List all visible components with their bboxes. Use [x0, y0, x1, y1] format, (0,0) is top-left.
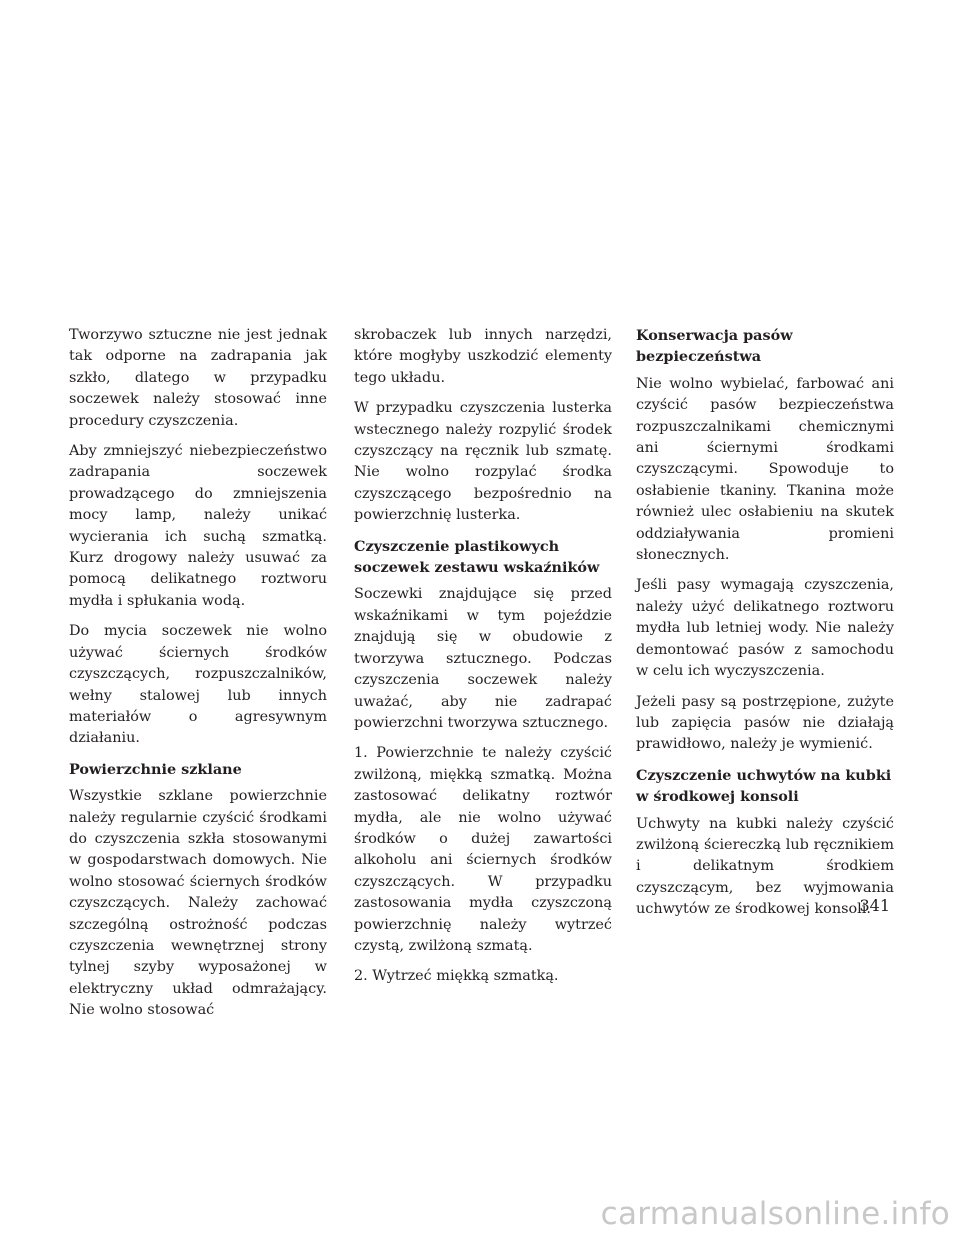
- watermark-link[interactable]: carmanualsonline.info: [600, 1196, 950, 1232]
- paragraph: Nie wolno wybielać, farbować ani czyścić pasów bezpieczeństwa rozpuszczalnikami chemicznymi ani ściernymi środkami czyszczącymi. Spowoduje to osłabienie tkaniny. Tkanina może również ulec osłabieniu na skutek oddziaływania promieni słonecznych.: [636, 375, 894, 564]
- section-heading: Czyszczenie uchwytów na kubki w środkowej konsoli: [636, 766, 892, 806]
- page-number: 341: [859, 896, 890, 915]
- paragraph: Wszystkie szklane powierzchnie należy regularnie czyścić środkami do czyszczenia szkła stosowanymi w gospodarstwach domowych. Nie wolno stosować ściernych środków czyszczących. Należy zachować szczególną ostrożność podczas czyszczenia wewnętrznej strony tylnej szyby wyposażonej w elektryczny układ odmrażający. Nie wolno stosować: [69, 788, 327, 1019]
- paragraph: Do mycia soczewek nie wolno używać ściernych środków czyszczących, rozpuszczalników, wełny stalowej lub innych materiałów o agresywnym działaniu.: [69, 623, 327, 747]
- paragraph: Aby zmniejszyć niebezpieczeństwo zadrapania soczewek prowadzącego do zmniejszenia mocy lamp, należy unikać wycierania ich suchą szmatką. Kurz drogowy należy usuwać za pomocą delikatnego roztworu mydła i spłukania wodą.: [69, 443, 327, 609]
- paragraph: Jeżeli pasy są postrzępione, zużyte lub zapięcia pasów nie działają prawidłowo, należy je wymienić.: [636, 693, 894, 753]
- section-heading: Konserwacja pasów bezpieczeństwa: [636, 327, 793, 366]
- section-heading: Powierzchnie szklane: [69, 760, 242, 778]
- numbered-step: 2. Wytrzeć miękką szmatką.: [354, 968, 559, 985]
- paragraph: W przypadku czyszczenia lusterka wstecznego należy rozpylić środek czyszczący na ręcznik lub szmatę. Nie wolno rozpylać środka czyszczącego bezpośrednio na powierzchnię lusterka.: [354, 400, 612, 524]
- text-column-2: [354, 325, 612, 997]
- paragraph: Tworzywo sztuczne nie jest jednak tak odporne na zadrapania jak szkło, dlatego w przypadku soczewek należy stosować inne procedury czyszczenia.: [69, 327, 327, 429]
- paragraph: skrobaczek lub innych narzędzi, które mogłyby uszkodzić elementy tego układu.: [354, 327, 612, 386]
- section-heading: Czyszczenie plastikowych soczewek zestawu wskaźników: [354, 537, 600, 577]
- text-column-1: [69, 325, 327, 1031]
- paragraph: Uchwyty na kubki należy czyścić zwilżoną ściereczką lub ręcznikiem i delikatnym środkiem czyszczącym, bez wyjmowania uchwytów ze środkowej konsoli.: [636, 815, 894, 918]
- paragraph: Soczewki znajdujące się przed wskaźnikami w tym pojeździe znajdują się w obudowie z tworzywa sztucznego. Podczas czyszczenia soczewek należy uważać, aby nie zadrapać powierzchni tworzywa sztucznego.: [354, 586, 612, 731]
- text-column-3: [636, 325, 894, 930]
- paragraph: Jeśli pasy wymagają czyszczenia, należy użyć delikatnego roztworu mydła lub letniej wody. Nie należy demontować pasów z samochodu w celu ich wyczyszczenia.: [636, 577, 894, 680]
- numbered-step: 1. Powierzchnie te należy czyścić zwilżoną, miękką szmatką. Można zastosować delikatny roztwór mydła, ale nie wolno używać środków o dużej zawartości alkoholu ani ściernych środków czyszczących. W przypadku zastosowania mydła czyszczoną powierzchnię należy wytrzeć czystą, zwilżoną szmatą.: [354, 745, 612, 954]
